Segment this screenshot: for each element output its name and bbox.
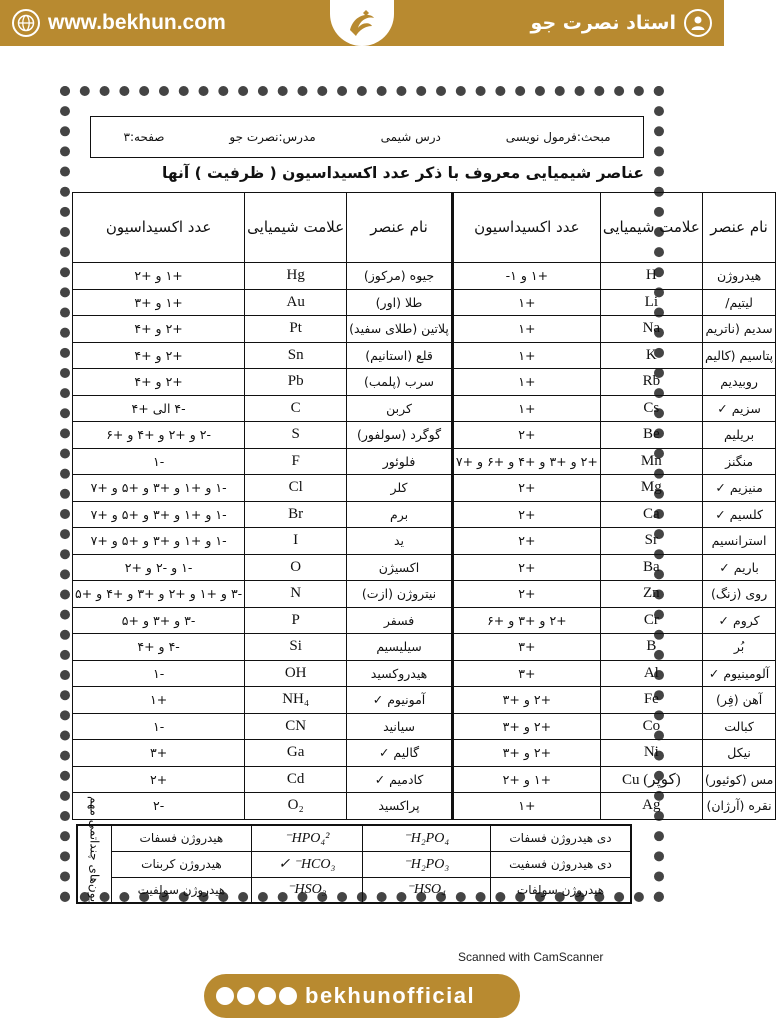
oxidation-numbers: +۳ xyxy=(73,740,245,767)
oxidation-numbers: -۲ xyxy=(73,793,245,820)
globe-icon xyxy=(12,9,40,37)
element-symbol: Mn xyxy=(600,448,702,475)
table-row xyxy=(73,554,776,581)
element-name: بریلیم xyxy=(702,422,776,449)
element-name: کبالت xyxy=(702,713,776,740)
element-symbol: O₂ xyxy=(245,793,347,820)
oxidation-numbers: -۱ و -۲ و +۲ xyxy=(73,554,245,581)
element-name: باریم ✓ xyxy=(702,554,776,581)
ion-formula: HSO₃⁻ xyxy=(252,877,362,903)
element-name: برم xyxy=(347,501,453,528)
col-name-2: نام عنصر xyxy=(347,193,453,263)
element-symbol: Mg xyxy=(600,475,702,502)
table-row xyxy=(73,713,776,740)
element-symbol: Co xyxy=(600,713,702,740)
oxidation-numbers: -۱ xyxy=(73,713,245,740)
element-symbol: CN xyxy=(245,713,347,740)
social-handle[interactable]: bekhunofficial xyxy=(305,983,476,1008)
oxidation-numbers: +۲ xyxy=(452,581,600,608)
ion-row xyxy=(77,877,631,903)
handwritten-side-note: یون‌های چنداتمی مهم xyxy=(77,825,111,903)
table-row xyxy=(73,369,776,396)
element-symbol: P xyxy=(245,607,347,634)
table-row xyxy=(73,793,776,820)
element-name: لیتیم/ xyxy=(702,289,776,316)
element-symbol: H xyxy=(600,263,702,290)
user-icon xyxy=(684,9,712,37)
worksheet-header xyxy=(90,116,644,158)
element-name: هیدروکسید xyxy=(347,660,453,687)
worksheet-title: عناصر شیمیایی معروف با ذکر عدد اکسیداسیون ( ظرفیت ) آنها xyxy=(162,164,644,182)
youtube-icon[interactable] xyxy=(237,987,255,1005)
teacher-label xyxy=(531,9,712,37)
ion-name: هیدروژن سولفیت xyxy=(111,877,252,903)
oxidation-numbers: +۱ xyxy=(73,687,245,714)
element-name: کربن xyxy=(347,395,453,422)
oxidation-numbers: +۱ xyxy=(452,342,600,369)
element-symbol: Ba xyxy=(600,554,702,581)
table-row xyxy=(73,342,776,369)
element-name: پلاتین (طلای سفید) xyxy=(347,316,453,343)
element-name: روبیدیم xyxy=(702,369,776,396)
element-symbol: Au xyxy=(245,289,347,316)
element-name: طلا (اور) xyxy=(347,289,453,316)
element-name: سرب (پلمب) xyxy=(347,369,453,396)
header-topic: مبحث:فرمول نویسی xyxy=(505,130,611,144)
ion-formula: HSO₄⁻ xyxy=(362,877,490,903)
element-name: استرانسیم xyxy=(702,528,776,555)
oxidation-numbers: -۱ و +۱ و +۳ و +۵ و +۷ xyxy=(73,501,245,528)
oxidation-numbers: +۲ و +۳ xyxy=(452,713,600,740)
col-name-1: نام عنصر xyxy=(702,193,776,263)
oxidation-numbers: -۲ و +۲ و +۴ و +۶ xyxy=(73,422,245,449)
ion-formula: H₂PO₄⁻ xyxy=(362,825,490,851)
oxidation-numbers: +۲ xyxy=(73,766,245,793)
oxidation-numbers: +۱ xyxy=(452,369,600,396)
table-header-row xyxy=(73,193,776,263)
table-row xyxy=(73,581,776,608)
scanner-watermark: Scanned with CamScanner xyxy=(458,950,604,964)
element-name: سیلیسیم xyxy=(347,634,453,661)
element-name: ید xyxy=(347,528,453,555)
ion-formula: HCO₃⁻ ✓ xyxy=(252,851,362,877)
element-name: پتاسیم (کالیم xyxy=(702,342,776,369)
table-row xyxy=(73,740,776,767)
element-symbol: Br xyxy=(245,501,347,528)
ion-row xyxy=(77,825,631,851)
element-symbol: Cl xyxy=(245,475,347,502)
ion-formula: H₂PO₃⁻ xyxy=(362,851,490,877)
element-name: مس (کوئیور) xyxy=(702,766,776,793)
element-name: نیکل xyxy=(702,740,776,767)
table-row xyxy=(73,660,776,687)
oxidation-numbers: +۲ و +۴ xyxy=(73,369,245,396)
oxidation-numbers: +۲ و +۳ و +۶ xyxy=(452,607,600,634)
oxidation-numbers: +۲ xyxy=(452,422,600,449)
oxidation-numbers: +۲ و +۳ xyxy=(452,740,600,767)
element-symbol: I xyxy=(245,528,347,555)
element-name: بُر xyxy=(702,634,776,661)
element-symbol: N xyxy=(245,581,347,608)
aparat-icon[interactable] xyxy=(279,987,297,1005)
element-name: آمونیوم ✓ xyxy=(347,687,453,714)
element-symbol: Si xyxy=(245,634,347,661)
elements-table xyxy=(72,192,776,820)
ion-formula: HPO₄²⁻ xyxy=(252,825,362,851)
table-row xyxy=(73,607,776,634)
ion-row xyxy=(77,851,631,877)
element-symbol: (کوپر) Cu xyxy=(600,766,702,793)
element-name: جیوه (مرکوز) xyxy=(347,263,453,290)
table-row xyxy=(73,422,776,449)
oxidation-numbers: -۳ و +۱ و +۲ و +۳ و +۴ و +۵ xyxy=(73,581,245,608)
col-symbol-2: علامت شیمیایی xyxy=(245,193,347,263)
element-symbol: C xyxy=(245,395,347,422)
oxidation-numbers: +۱ xyxy=(452,316,600,343)
oxidation-numbers: +۲ xyxy=(452,528,600,555)
element-symbol: Ca xyxy=(600,501,702,528)
col-ox-2: عدد اکسیداسیون xyxy=(73,193,245,263)
element-symbol: Pt xyxy=(245,316,347,343)
element-symbol: Li xyxy=(600,289,702,316)
element-name: کلر xyxy=(347,475,453,502)
element-name: نقره (آرژان) xyxy=(702,793,776,820)
bekhun-logo-icon xyxy=(344,6,380,40)
element-name: گالیم ✓ xyxy=(347,740,453,767)
oxidation-numbers: +۲ xyxy=(452,554,600,581)
element-name: سیانید xyxy=(347,713,453,740)
table-row xyxy=(73,501,776,528)
oxidation-numbers: +۱ و +۳ xyxy=(73,289,245,316)
element-name: منیزیم ✓ xyxy=(702,475,776,502)
element-symbol: Cs xyxy=(600,395,702,422)
oxidation-numbers: +۳ xyxy=(452,634,600,661)
element-name: روی (زنگ) xyxy=(702,581,776,608)
teacher-name: استاد نصرت جو xyxy=(530,12,676,34)
oxidation-numbers: -۴ و +۴ xyxy=(73,634,245,661)
element-name: کروم ✓ xyxy=(702,607,776,634)
element-name: گوگرد (سولفور) xyxy=(347,422,453,449)
header-teacher: مدرس:نصرت جو xyxy=(229,130,316,144)
element-name: آهن (فِر) xyxy=(702,687,776,714)
element-name: نیتروژن (ازت) xyxy=(347,581,453,608)
element-name: پراکسید xyxy=(347,793,453,820)
element-symbol: Sn xyxy=(245,342,347,369)
element-symbol: Sr xyxy=(600,528,702,555)
oxidation-numbers: -۳ و +۳ و +۵ xyxy=(73,607,245,634)
table-row xyxy=(73,687,776,714)
element-name: کلسیم ✓ xyxy=(702,501,776,528)
element-name: هیدروژن xyxy=(702,263,776,290)
element-symbol: OH xyxy=(245,660,347,687)
oxidation-numbers: +۳ xyxy=(452,660,600,687)
site-url: www.bekhun.com xyxy=(48,11,226,34)
table-row xyxy=(73,528,776,555)
element-name: آلومینیوم ✓ xyxy=(702,660,776,687)
element-symbol: S xyxy=(245,422,347,449)
oxidation-numbers: +۱ xyxy=(452,395,600,422)
element-name: کادمیم ✓ xyxy=(347,766,453,793)
table-row xyxy=(73,395,776,422)
header-lesson: درس شیمی xyxy=(380,130,441,144)
oxidation-numbers: +۱ و ۱- xyxy=(452,263,600,290)
element-name: فسفر xyxy=(347,607,453,634)
oxidation-numbers: +۱ و +۲ xyxy=(452,766,600,793)
element-name: سزیم ✓ xyxy=(702,395,776,422)
oxidation-numbers: -۱ xyxy=(73,448,245,475)
instagram-icon[interactable] xyxy=(216,987,234,1005)
element-symbol: B xyxy=(600,634,702,661)
oxidation-numbers: -۱ و +۱ و +۳ و +۵ و +۷ xyxy=(73,475,245,502)
oxidation-numbers: +۲ xyxy=(452,501,600,528)
element-symbol: Hg xyxy=(245,263,347,290)
element-symbol: Fe xyxy=(600,687,702,714)
element-symbol: Ga xyxy=(245,740,347,767)
element-symbol: Al xyxy=(600,660,702,687)
element-symbol: O xyxy=(245,554,347,581)
element-name: اکسیژن xyxy=(347,554,453,581)
ion-name: هیدروژن سولفات xyxy=(491,877,632,903)
element-symbol: F xyxy=(245,448,347,475)
oxidation-numbers: +۲ و +۳ xyxy=(452,687,600,714)
table-row xyxy=(73,448,776,475)
oxidation-numbers: +۱ xyxy=(452,289,600,316)
element-symbol: Zn xyxy=(600,581,702,608)
ion-name: هیدروژن کربنات xyxy=(111,851,252,877)
oxidation-numbers: +۲ و +۴ xyxy=(73,316,245,343)
element-name: منگنز xyxy=(702,448,776,475)
col-ox-1: عدد اکسیداسیون xyxy=(452,193,600,263)
element-symbol: Be xyxy=(600,422,702,449)
element-name: قلع (استانیم) xyxy=(347,342,453,369)
oxidation-numbers: -۱ و +۱ و +۳ و +۵ و +۷ xyxy=(73,528,245,555)
element-symbol: Ag xyxy=(600,793,702,820)
table-row xyxy=(73,475,776,502)
social-icons xyxy=(216,987,297,1005)
element-name: سدیم (ناتریم xyxy=(702,316,776,343)
oxidation-numbers: -۴ الی +۴ xyxy=(73,395,245,422)
element-symbol: K xyxy=(600,342,702,369)
element-symbol: Cr xyxy=(600,607,702,634)
oxidation-numbers: +۲ xyxy=(452,475,600,502)
table-row xyxy=(73,263,776,290)
worksheet xyxy=(50,82,774,948)
telegram-icon[interactable] xyxy=(258,987,276,1005)
element-symbol: Pb xyxy=(245,369,347,396)
element-symbol: Ni xyxy=(600,740,702,767)
table-row xyxy=(73,766,776,793)
element-symbol: NH₄ xyxy=(245,687,347,714)
oxidation-numbers: +۲ و +۳ و +۴ و +۶ و +۷ xyxy=(452,448,600,475)
ion-name: هیدروژن فسفات xyxy=(111,825,252,851)
oxidation-numbers: -۱ xyxy=(73,660,245,687)
oxidation-numbers: +۱ xyxy=(452,793,600,820)
table-row xyxy=(73,316,776,343)
oxidation-numbers: +۱ و +۲ xyxy=(73,263,245,290)
header-page: صفحه:۳ xyxy=(123,130,165,144)
element-name: فلوئور xyxy=(347,448,453,475)
element-symbol: Rb xyxy=(600,369,702,396)
element-symbol: Cd xyxy=(245,766,347,793)
site-link[interactable] xyxy=(12,9,226,37)
element-symbol: Na xyxy=(600,316,702,343)
col-symbol-1: علامت شیمیایی xyxy=(600,193,702,263)
bottom-brand-bar xyxy=(204,974,520,1018)
table-row xyxy=(73,289,776,316)
ion-name: دی هیدروژن فسفیت xyxy=(491,851,632,877)
ion-name: دی هیدروژن فسفات xyxy=(491,825,632,851)
table-row xyxy=(73,634,776,661)
oxidation-numbers: +۲ و +۴ xyxy=(73,342,245,369)
